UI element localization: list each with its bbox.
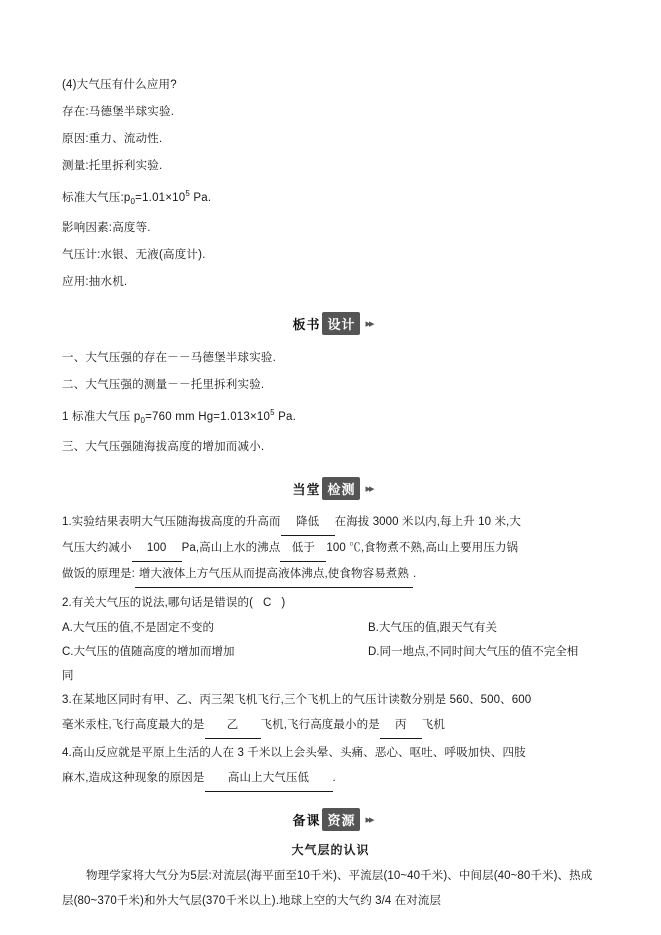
- q3-text-2: 毫米汞柱,飞行高度最大的是: [62, 719, 205, 732]
- q1-text-1: 1.实验结果表明大气压随海拔高度的升高而: [62, 516, 281, 529]
- board-item-2: 二、大气压强的测量－－托里拆利实验.: [62, 379, 265, 392]
- quiz-question-2: [62, 590, 599, 686]
- q2-options: [62, 616, 599, 686]
- q1-blank-4: 增大液体上方气压从而提高液体沸点,使食物容易煮熟: [135, 562, 413, 588]
- board-item-1: 一、大气压强的存在－－马德堡半球实验.: [62, 352, 276, 365]
- standard-pressure-label: 标准大气压:p: [62, 191, 131, 204]
- quiz-header: [62, 477, 599, 500]
- q1-line-1: [62, 510, 599, 536]
- q1-line-2: [62, 536, 599, 562]
- q2-option-row-1: [62, 616, 599, 640]
- intro-line-5: 气压计:水银、无液(高度计).: [62, 249, 206, 262]
- q2-text-b: ): [281, 597, 286, 610]
- intro-line-4: 影响因素:高度等.: [62, 222, 151, 235]
- q4-text-3: .: [332, 772, 336, 785]
- quiz-question-4: [62, 741, 599, 792]
- standard-pressure-value: =1.01×10: [135, 191, 186, 204]
- intro-line-1: 存在:马德堡半球实验.: [62, 106, 175, 118]
- q2-option-a: A.大气压的值,不是固定不变的: [62, 622, 215, 635]
- q1-line-3: [62, 562, 599, 588]
- q2-option-d-cont: 同: [62, 670, 74, 683]
- board-design-label-plain: 板书: [292, 317, 321, 333]
- standard-pressure-unit: Pa.: [190, 191, 212, 204]
- q3-line-2: [62, 713, 599, 739]
- standard-pressure-subscript: 0: [130, 197, 136, 207]
- q1-text-4: Pa,高山上水的沸点: [181, 542, 281, 555]
- standard-pressure-exponent: 5: [185, 189, 191, 198]
- intro-line-6: 应用:抽水机.: [62, 276, 128, 289]
- q1-text-3: 气压大约减小: [62, 542, 132, 555]
- board-standard-subscript: 0: [140, 416, 146, 426]
- q2-option-c: C.大气压的值随高度的增加而增加: [62, 646, 235, 659]
- q2-option-row-2: [62, 640, 599, 664]
- resources-band: [288, 808, 372, 831]
- quiz-label-box: 检测: [322, 477, 360, 500]
- board-standard-unit: Pa.: [274, 410, 297, 423]
- intro-standard-pressure: [62, 180, 599, 215]
- q1-blank-3: 低于: [280, 536, 326, 562]
- q3-line-1: 3.在某地区同时有甲、乙、丙三架飞机飞行,三个飞机上的气压计读数分别是 560、500、600: [62, 694, 532, 707]
- q4-line-1: 4.高山反应就是平原上生活的人在 3 千米以上会头晕、头痛、恶心、呕吐、呼吸加快、四肢: [62, 747, 526, 760]
- double-arrow-icon: ▸▸: [365, 483, 373, 496]
- q1-text-6: 做饭的原理是:: [62, 568, 135, 581]
- resources-paragraph: 物理学家将大气分为5层:对流层(海平面至10千米)、平流层(10~40千米)、中间层(40~80千米)、热成层(80~370千米)和外大气层(370千米以上).地球上空的大气约 3/4 在对流层: [62, 870, 593, 908]
- q1-blank-2: 100: [132, 536, 182, 562]
- q2-stem: [62, 590, 599, 616]
- double-arrow-icon: ▸▸: [365, 318, 373, 331]
- q3-blank-1: 乙: [205, 713, 261, 739]
- board-item-3: 三、大气压强随海拔高度的增加而减小.: [62, 441, 265, 454]
- resources-label-plain: 备课: [292, 813, 321, 829]
- q1-text-2: 在海拔 3000 米以内,每上升 10 米,大: [334, 516, 521, 529]
- resources-label-box: 资源: [322, 808, 360, 831]
- board-design-label-box: 设计: [322, 312, 360, 335]
- q2-option-b: B.大气压的值,跟天气有关: [368, 622, 498, 635]
- board-standard-mid: =760 mm Hg=1.013×10: [145, 410, 271, 423]
- board-standard-prefix: 1 标准大气压 p: [62, 410, 141, 423]
- quiz-band: [288, 477, 372, 500]
- intro-line-3: 测量:托里拆利实验.: [62, 160, 163, 172]
- q4-text-2: 麻木,造成这种现象的原因是: [62, 772, 205, 785]
- resources-title: 大气层的认识: [291, 843, 370, 858]
- board-design-header: [62, 312, 599, 335]
- q2-answer: C: [263, 597, 272, 610]
- resources-header: [62, 808, 599, 831]
- quiz-question-3: [62, 688, 599, 739]
- intro-line-2: 原因:重力、流动性.: [62, 133, 163, 145]
- quiz-label-plain: 当堂: [292, 482, 321, 498]
- q3-blank-2: 丙: [380, 713, 422, 739]
- q1-text-7: .: [413, 568, 417, 581]
- q4-blank-1: 高山上大气压低: [205, 766, 333, 792]
- board-standard-exponent: 5: [270, 408, 275, 418]
- q3-text-4: 飞机: [421, 719, 445, 732]
- q2-option-row-3: [62, 664, 599, 686]
- quiz-question-1: [62, 510, 599, 588]
- q1-text-5: 100 ℃,食物煮不熟,高山上要用压力锅: [326, 542, 519, 555]
- q2-text-a: 2.有关大气压的说法,哪句话是错误的(: [62, 597, 254, 610]
- question-4-line: (4)大气压有什么应用?: [62, 79, 177, 91]
- double-arrow-icon: ▸▸: [365, 814, 373, 827]
- board-standard-pressure: [62, 399, 599, 434]
- q3-text-3: 飞机,飞行高度最小的是: [260, 719, 380, 732]
- q4-line-2: [62, 766, 599, 792]
- board-design-band: [288, 312, 372, 335]
- q1-blank-1: 降低: [281, 510, 335, 536]
- q2-option-d: D.同一地点,不同时间大气压的值不完全相: [368, 646, 579, 659]
